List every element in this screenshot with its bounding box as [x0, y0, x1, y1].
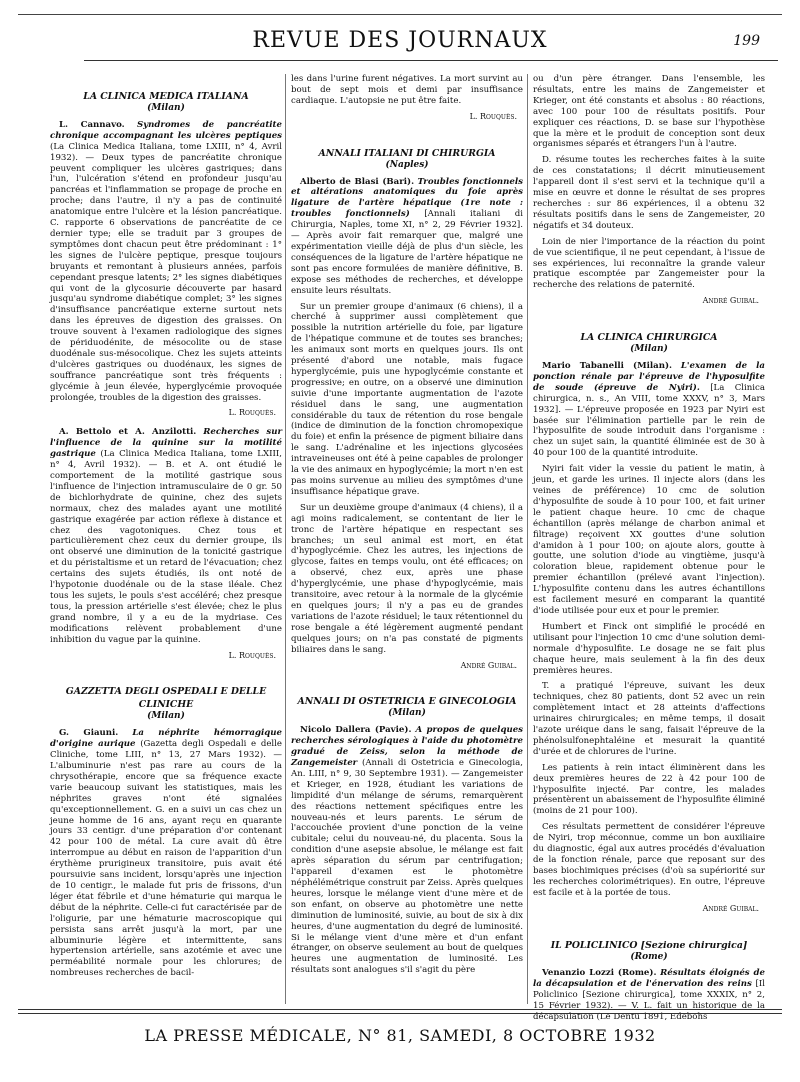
header-rule	[84, 60, 778, 61]
signature: L. Rouquès.	[469, 111, 517, 121]
signature: L. Rouquès.	[228, 408, 276, 418]
article-title: A propos de quelques recherches sérologiques à l'aide du photomètre gradué de Zeiss, selon la méthode de Zangemeister	[291, 725, 524, 769]
article	[50, 427, 282, 645]
page-header	[0, 28, 800, 58]
article-body: Nyiri fait vider la vessie du patient le matin, à jeun, et garde les urines. Il injecte alors (dans les veines de préférence) 10 cmc de solution d'hyposulfite de soude à 10 pour 100, et fait uriner le patient chaque heure. 10 cmc de chaque échantillon (après mélange de charbon animal et filtrage) reçoivent XX gouttes d'une solution d'amidon à 1 pour 100; on ajoute alors, goutte à goutte, une solution d'iode au vingtième, jusqu'à coloration bleue, rapidement obtenue pour le premier échantillon (prélevé avant l'injection). L'hyposulfite contenu dans les autres échantillons est facilement mesuré en comparant la quantité d'iode utilisée pour eux et pour le premier.	[533, 464, 765, 616]
section-title: LA CLINICA MEDICA ITALIANA	[83, 91, 249, 102]
article	[291, 177, 523, 297]
article-title: Résultats éloignés de la décapsulation et de l'énervation des reins	[533, 968, 766, 990]
article-title: Syndromes de pancréatite chronique accompagnant les ulcères peptiques	[50, 119, 282, 141]
section-city: (Milan)	[630, 344, 668, 355]
signature: André Guibal.	[702, 296, 759, 306]
signature: André Guibal.	[460, 660, 517, 670]
article-body: (Gazetta degli Ospedali e delle Cliniche, tome LIII, n° 13, 27 Mars 1932). — L'albuminurie n'est pas rare au cours de la chrysothérapie, encore que sa fréquence exacte varie beaucoup suivant les statistiques, mais les néphrites graves n'ont été signalées qu'exceptionnellement. G. en a suivi un cas chez un jeune homme de 16 ans, ayant reçu en quarante jours 33 centigr. d'une préparation d'or contenant 42 pour 100 de métal. La cure avait dû être interrompue au début en raison de l'apparition d'un érythème prurigineux transitoire, puis avait été poursuivie sans incident, lorsqu'après une injection de 10 centigr., le malade fut pris de frissons, d'un léger état fébrile et d'une hématurie qui marqua le début de la néphrite. Celle-ci fut caractérisée par de l'oligurie, par une hématurie macroscopique qui persista sans arrêt jusqu'à la mort, par une albuminurie légère et intermittente, sans hypertension artérielle, sans azotémie et avec une perméabilité normale pour les chlorures; de nombreuses recherches de bacil-	[50, 739, 283, 979]
article-body: (Annali di Ostetricia e Ginecologia, An. LIII, n° 9, 30 Septembre 1931). — Zangemeister et Krieger, en 1928, étudiant les variations de limpidité d'un mélange de sérums, remarquèrent des réactions nettement spécifiques entre les nouveau-nés et leurs parents. Le sérum de l'accouchée provient d'une ponction de la veine cubitale; celui du nouveau-né, du placenta. Sous la condition d'une asepsie absolue, le mélange est fait après séparation du sérum par centrifugation; l'appareil d'examen est le photomètre néphélémétrique construit par Zeiss. Après quelques heures, lorsque le mélange vient d'une mère et de son enfant, on observe au photomètre une nette diminution de luminosité, suivie, au bout de six à dix heures, d'une augmentation du degré de luminosité. Si le mélange vient d'une mère et d'un enfant étranger, on observe seulement au bout de quelques heures une augmentation de luminosité. Les résultats sont analogues s'il s'agit du père	[291, 758, 523, 976]
article-author: A. Bettolo et A. Anzilotti.	[59, 427, 197, 438]
footer-rule	[18, 1013, 782, 1014]
article-body: (La Clinica Medica Italiana, tome LXIII, n° 4, Avril 1932). — B. et A. ont étudié le comportement de la motilité gastrique sous l'influence de l'injection intramusculaire de 0 gr. 50 de bichlorhydrate de quinine, chez des sujets normaux, chez des malades ayant une motilité gastrique exagérée par action réflexe à distance et chez des vagotoniques. Chez tous et particulièrement chez ceux du dernier groupe, ils ont observé une diminution de la tonicité gastrique et du péristaltisme et un retard de l'évacuation; chez certains des sujets étudiés, ils ont noté de l'hypotonie duodénale ou de la stase iléale. Chez tous les sujets, le pouls s'est accéléré; chez presque tous, la pression artérielle s'est élevée; chez le plus grand nombre, il y a eu de la mydriase. Ces modifications relèvent probablement d'une inhibition du vague par la quinine.	[50, 449, 282, 645]
article-body: D. résume toutes les recherches faites à la suite de ces constatations; il décrit minutieusement l'appareil dont il s'est servi et la technique qu'il a mise en œuvre et donne le résultat de ses propres recherches : sur 86 expériences, il a obtenu 32 résultats positifs dans le sens de Zangemeister, 20 négatifs et 34 douteux.	[533, 155, 765, 231]
article	[291, 725, 523, 976]
article-author: Nicolo Dallera (Pavie).	[300, 725, 412, 736]
article-body: Les patients à rein intact éliminèrent dans les deux premières heures de 22 à 42 pour 100 de l'hyposulfite injecté. Par contre, les malades présentèrent un abaissement de l'hyposulfite éliminé (moins de 21 pour 100).	[533, 762, 765, 817]
article-author: L. Cannavo.	[59, 119, 125, 130]
article-body: (La Clinica Medica Italiana, tome LXIII, n° 4, Avril 1932). — Deux types de pancréatite chronique peuvent compliquer les ulcères gastriques; dans l'un, l'ulcération s'étend en profondeur jusqu'au pancréas et l'inflammation se propage de proche en proche; dans l'autre, il n'y a pas de continuité anatomique entre l'ulcère et la lésion pancréatique. C. rapporte 6 observations de pancréatite de ce dernier type; elle se traduit par 3 groupes de symptômes dont chacun peut être prédominant : 1° les signes de l'ulcère peptique, presque toujours bruyants et remontant à plusieurs années, parfois cependant presque latents; 2° les signes diabétiques qui vont de la glycosurie découverte par hasard jusqu'au syndrome diabétique complet; 3° les signes d'insuffisance pancréatique externe surtout nets dans les épreuves de digestion des graisses. On trouve souvent à l'examen radiologique des signes de périduodénite, de mésocolite ou de stase duodénale sus-mésocolique. Chez les sujets atteints d'ulcères gastriques ou duodénaux, les signes de souffrance pancréatique sont très fréquents : glycémie à jeun élevée, hyperglycémie provoquée prolongée, troubles de la digestion des graisses.	[50, 141, 282, 403]
article-title: Recherches sur l'influence de la quinine sur la motilité gastrique	[50, 427, 282, 460]
article-body: Humbert et Finck ont simplifié le procédé en utilisant pour l'injection 10 cmc d'une solution demi-normale d'hyposulfite. Le dosage ne se fait plus chaque heure, mais seulement à la fin des deux premières heures.	[533, 621, 765, 676]
article	[533, 361, 765, 459]
article	[50, 728, 282, 979]
article-body: Ces résultats permettent de considérer l'épreuve de Nyiri, trop méconnue, comme un bon auxiliaire du diagnostic, égal aux autres procédés d'évaluation de la fonction rénale, parce que reposant sur des bases biochimiques précises (d'où sa supériorité sur les recherches colorimétriques). En outre, l'épreuve est facile et à la portée de tous.	[533, 822, 765, 898]
article-body: [Il Policlinico [Sezione chirurgica], tome XXXIX, n° 2, 15 Février 1932). — V. L. fait un historique de la décapsulation (Le Dentu 1891, Edebohs	[533, 979, 766, 1023]
article-body: [La Clinica chirurgica, n. s., An VIII, tome XXXV, n° 3, Mars 1932]. — L'épreuve proposée en 1923 par Nyiri est basée sur l'élimination partielle par le rein de l'hyposulfite de soude introduit dans l'organisme : chez un sujet sain, la quantité éliminée est de 30 à 40 pour 100 de la quantité introduite.	[533, 382, 765, 459]
page-number: 199	[733, 33, 760, 49]
section-city: (Naples)	[385, 159, 429, 170]
article-body: ou d'un père étranger. Dans l'ensemble, les résultats, entre les mains de Zangemeister et Krieger, ont été constants et absolus : 80 réactions, avec 100 pour 100 de résultats positifs. Pour expliquer ces réactions, D. se base sur l'hypothèse que la mère et le produit de conception sont deux organismes séparés et étrangers l'un à l'autre.	[533, 74, 765, 150]
article-body: Loin de nier l'importance de la réaction du point de vue scientifique, il ne peut cependant, à l'issue de ses expériences, lui reconnaître la grande valeur pratique escomptée par Zangemeister pour la recherche des relations de paternité.	[533, 236, 765, 291]
section-title: IL POLICLINICO [Sezione chirurgica]	[550, 939, 748, 951]
article-author: Mario Tabanelli (Milan).	[542, 361, 673, 372]
signature: L. Rouquès.	[228, 650, 276, 660]
article-title: L'examen de la ponction rénale par l'épreuve de l'hyposulfite de soude (épreuve de Nyiri).	[533, 361, 766, 393]
section-title: GAZZETTA DEGLI OSPEDALI E DELLE CLINICHE	[65, 686, 267, 711]
page-footer: LA PRESSE MÉDICALE, N° 81, SAMEDI, 8 OCTOBRE 1932	[144, 1026, 656, 1045]
journal-section-title: REVUE DES JOURNAUX	[252, 28, 548, 53]
article-author: Alberto de Blasi (Bari).	[300, 176, 415, 187]
signature: André Guibal.	[702, 903, 759, 913]
column-divider	[285, 74, 286, 1004]
section-title: ANNALI ITALIANI DI CHIRURGIA	[318, 147, 496, 159]
column-divider	[527, 74, 528, 1004]
section-title: ANNALI DI OSTETRICIA E GINECOLOGIA	[297, 696, 517, 708]
article-body: [Annali italiani di Chirurgia, Naples, tome XI, n° 2, 29 Février 1932]. — Après avoir fait remarquer que, malgré une expérimentation vieille déjà de plus d'un siècle, les conséquences de la ligature de l'artère hépatique ne sont pas encore formulées de manière définitive, B. expose ses méthodes de recherches, et développe ensuite leurs résultats.	[291, 209, 523, 296]
footer-rule	[18, 1009, 782, 1010]
article-title: La néphrite hémorragique d'origine aurique	[50, 728, 282, 750]
article-body: T. a pratiqué l'épreuve, suivant les deux techniques, chez 80 patients, dont 52 avec un rein complètement intact et 28 atteints d'affections urinaires chirurgicales; en même temps, il dosait l'azote uréique dans le sang, faisait l'épreuve de la phénolsulfonephtaléine et mesurait la quantité d'urée et de chlorures de l'urine.	[533, 681, 765, 757]
column-3	[533, 74, 766, 1023]
article-author: G. Giauni.	[59, 728, 119, 739]
article-body: les dans l'urine furent négatives. La mort survint au bout de sept mois et demi par insuffisance cardiaque. L'autopsie ne put être faite.	[291, 74, 523, 106]
article-title: Troubles fonctionnels et altérations anatomiques du foie après ligature de l'artère hépatique (1re note : troubles fonctionnels)	[291, 176, 523, 220]
column-2	[291, 74, 523, 1004]
article-author: Venanzio Lozzi (Rome).	[542, 968, 657, 979]
top-rule	[18, 14, 782, 15]
article-body: Sur un deuxième groupe d'animaux (4 chiens), il a agi moins radicalement, se contentant de lier le tronc de l'artère hépatique en respectant ses branches; un seul animal est mort, en état d'hypoglycémie. Chez les autres, les injections de glycose, faites en temps voulu, ont été efficaces; on a observé, chez eux, après une phase d'hyperglycémie, une phase d'hypoglycémie, mais transitoire, avec retour à la normale de la glycémie en quelques jours; il n'y a pas eu de grandes variations de l'azote résiduel; le taux rétentionnel du rose bengale a été légèrement augmenté pendant quelques jours; on n'a pas constaté de pigments biliaires dans le sang.	[291, 502, 523, 655]
article-body: Sur un premier groupe d'animaux (6 chiens), il a cherché à supprimer aussi complètement que possible la nutrition artérielle du foie, par ligature de l'hépatique commune et de toutes ses branches; les animaux sont morts en quelques jours. Ils ont présenté d'abord une notable, mais fugace hyperglycémie, puis une hypoglycémie constante et progressive; en outre, on a observé une diminution suivie d'une importante augmentation de l'azote résiduel dans le sang, une augmentation considérable du taux de rétention du rose bengale (indice de diminution de la fonction chromopexique du foie) et enfin la présence de pigment biliaire dans le sang. L'adrénaline et les injections glycosées intraveineuses ont été à peine capables de prolonger la vie des animaux en hypoglycémie; la mort n'en est pas moins survenue au milieu des symptômes d'une insuffisance hépatique grave.	[291, 301, 523, 497]
section-city: (Rome)	[630, 951, 668, 962]
article	[50, 120, 282, 404]
section-title: LA CLINICA CHIRURGICA	[580, 332, 718, 344]
column-1	[50, 74, 282, 1004]
section-city: (Milan)	[147, 103, 185, 113]
section-city: (Milan)	[388, 708, 426, 719]
section-city: (Milan)	[147, 711, 185, 722]
article	[533, 968, 765, 1023]
